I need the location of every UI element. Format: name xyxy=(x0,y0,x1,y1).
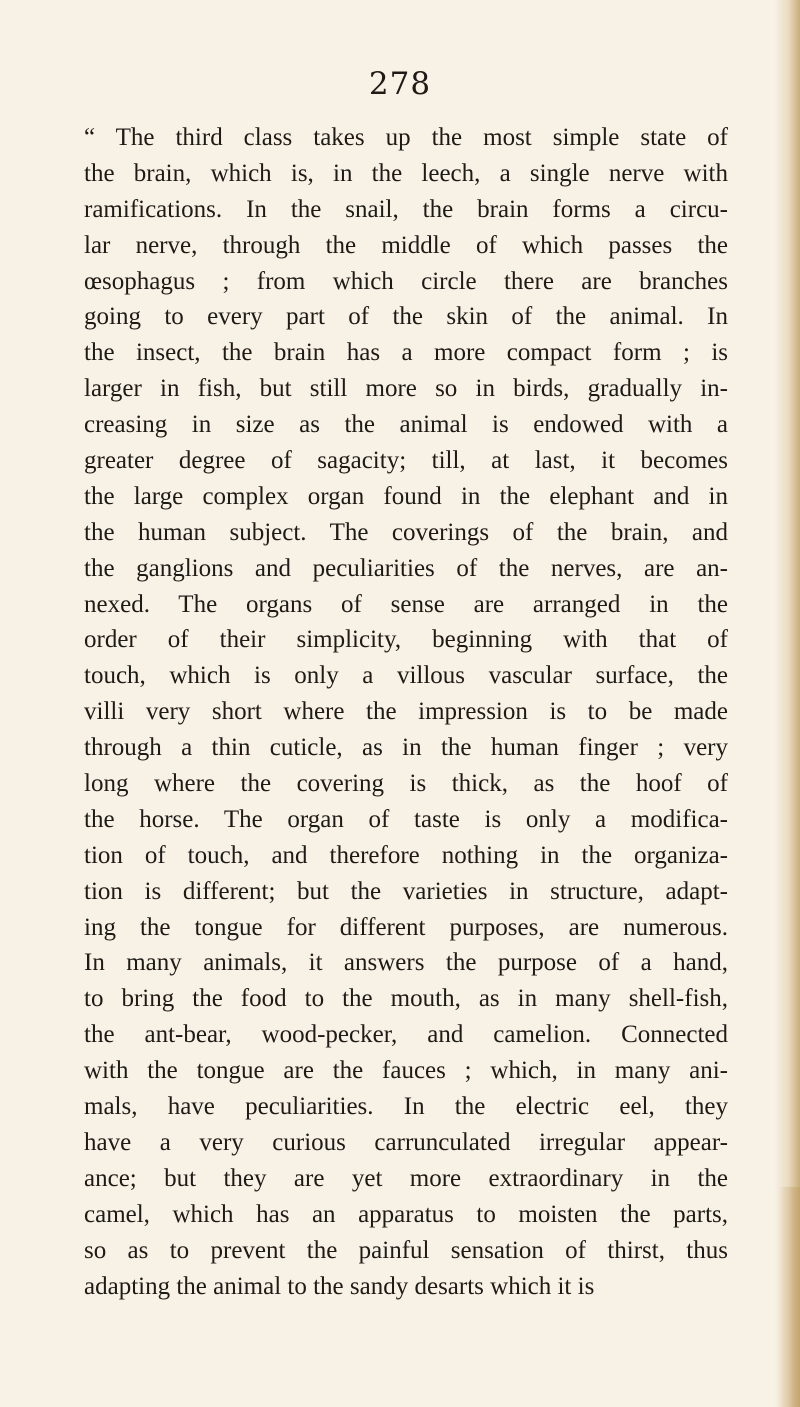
text-line: tion of touch, and therefore nothing in the organiza- xyxy=(84,841,728,869)
text-line: œsophagus ; from which circle there are branches xyxy=(84,267,728,295)
text-line: the brain, which is, in the leech, a single nerve with xyxy=(84,159,728,187)
text-line: the horse. The organ of taste is only a modifica- xyxy=(84,805,728,833)
text-line: through a thin cuticle, as in the human finger ; very xyxy=(84,734,728,762)
text-line: adapting the animal to the sandy desarts which it is xyxy=(84,1272,595,1300)
text-line: larger in fish, but still more so in birds, gradually in- xyxy=(84,375,728,403)
text-line: greater degree of sagacity; till, at last, it becomes xyxy=(84,447,728,475)
text-line: villi very short where the impression is to be made xyxy=(84,698,728,726)
text-line: In many animals, it answers the purpose of a hand, xyxy=(84,949,728,977)
text-line: with the tongue are the fauces ; which, in many ani- xyxy=(84,1057,728,1085)
page-number: 278 xyxy=(368,66,432,102)
text-line: going to every part of the skin of the animal. In xyxy=(84,303,728,331)
page-edge-stain xyxy=(778,1187,800,1407)
text-line: the ant-bear, wood-pecker, and camelion. Connected xyxy=(84,1021,728,1049)
text-line: to bring the food to the mouth, as in many shell-fish, xyxy=(84,985,728,1013)
text-line: the human subject. The coverings of the brain, and xyxy=(84,518,728,546)
text-line: order of their simplicity, beginning with that of xyxy=(84,626,728,654)
text-line: ramifications. In the snail, the brain forms a circu- xyxy=(84,195,728,223)
text-line: the ganglions and peculiarities of the nerves, are an- xyxy=(84,554,728,582)
text-line: mals, have peculiarities. In the electric eel, they xyxy=(84,1093,728,1121)
text-line: ance; but they are yet more extraordinary in the xyxy=(84,1164,728,1192)
text-line: ing the tongue for different purposes, are numerous. xyxy=(84,913,728,941)
text-line: so as to prevent the painful sensation of thirst, thus xyxy=(84,1236,728,1264)
text-line: “ The third class takes up the most simple state of xyxy=(84,124,728,151)
text-line: creasing in size as the animal is endowed with a xyxy=(84,411,728,439)
text-line: nexed. The organs of sense are arranged in the xyxy=(84,590,728,618)
text-line: touch, which is only a villous vascular surface, the xyxy=(84,662,728,690)
text-line: long where the covering is thick, as the hoof of xyxy=(84,770,728,798)
text-line: tion is different; but the varieties in structure, adapt- xyxy=(84,877,728,905)
text-line: camel, which has an apparatus to moisten the parts, xyxy=(84,1200,728,1228)
text-line: the large complex organ found in the elephant and in xyxy=(84,482,728,510)
text-line: have a very curious carrunculated irregular appear- xyxy=(84,1128,728,1156)
body-paragraph xyxy=(84,120,728,1304)
text-line: the insect, the brain has a more compact form ; is xyxy=(84,339,728,367)
text-line: lar nerve, through the middle of which passes the xyxy=(84,231,728,259)
